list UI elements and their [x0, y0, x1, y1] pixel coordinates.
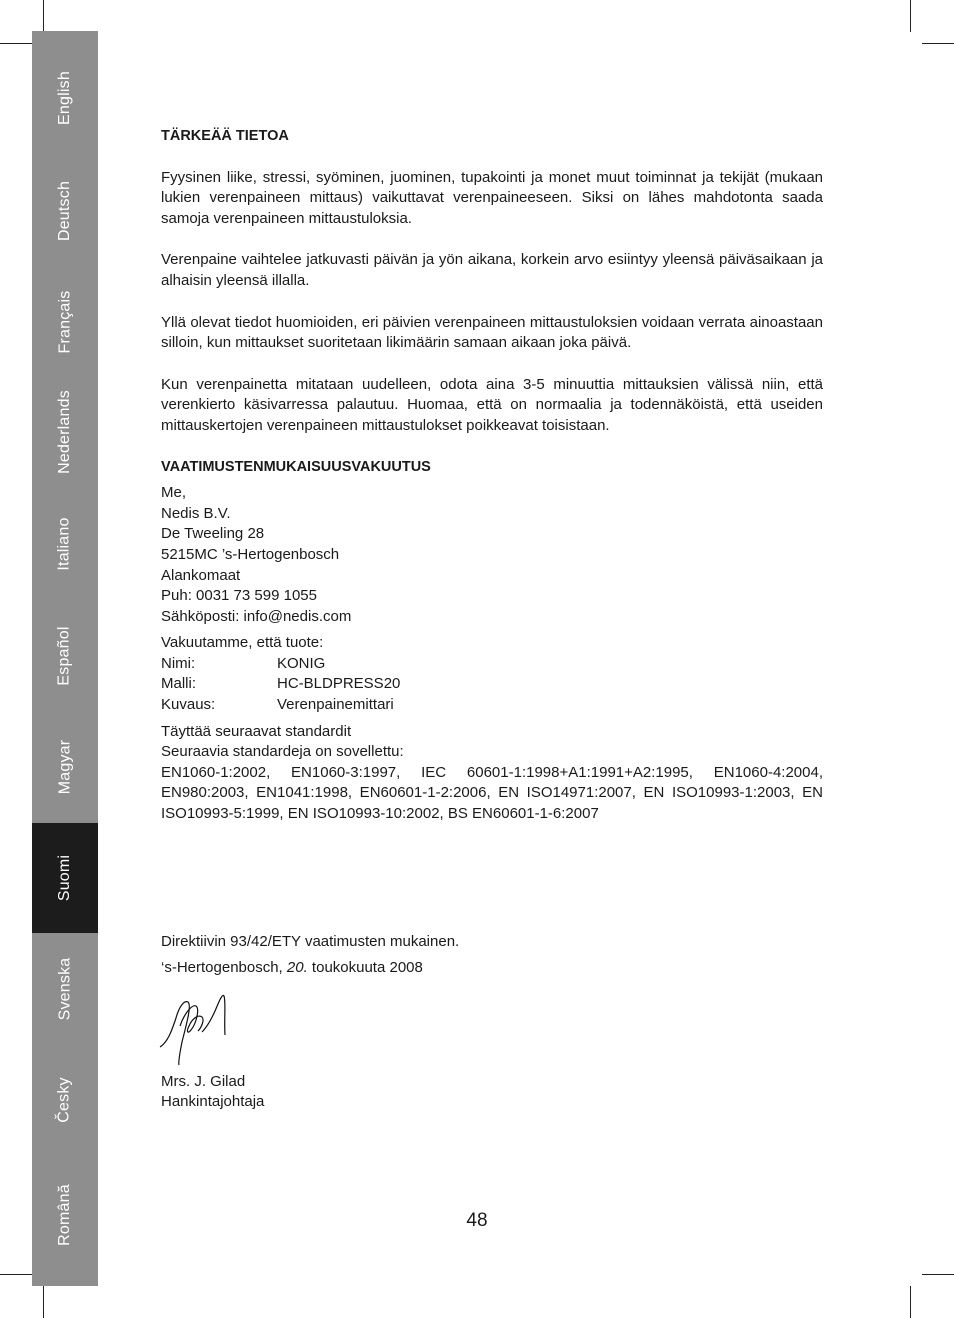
address-block [161, 483, 823, 627]
crop-mark [910, 0, 911, 32]
signer-title: Hankintajohtaja [161, 1093, 265, 1111]
product-row [161, 695, 823, 716]
tab-magyar[interactable] [32, 712, 98, 822]
declare-line: Vakuutamme, että tuote: [161, 634, 324, 652]
tab-italiano[interactable] [32, 489, 98, 599]
tab-cesky[interactable] [32, 1045, 98, 1155]
standards-applied: Seuraavia standardeja on sovellettu: [161, 743, 404, 761]
standards-intro: Täyttää seuraavat standardit [161, 722, 352, 740]
page-number: 48 [466, 1210, 488, 1231]
address-line: Me, [161, 484, 187, 502]
product-value: KONIG [277, 654, 326, 672]
section-heading-important-info: TÄRKEÄÄ TIETOA [161, 128, 289, 144]
language-sidebar [32, 31, 98, 1286]
address-line: Sähköposti: info@nedis.com [161, 607, 352, 625]
page-content [161, 126, 823, 1113]
crop-mark [922, 1274, 954, 1275]
product-row [161, 654, 823, 675]
product-block [161, 633, 823, 715]
product-row [161, 674, 823, 695]
signer-block [161, 1072, 823, 1113]
tab-english[interactable] [32, 43, 98, 153]
address-line: 5215MC ’s-Hertogenbosch [161, 545, 340, 563]
paragraph: Yllä olevat tiedot huomioiden, eri päivien verenpaineen mittaustuloksien voidaan verrata ainoastaan silloin, kun mittaukset suoritetaan likimäärin samaan aikaan joka päivä. [161, 313, 823, 352]
product-value: HC-BLDPRESS20 [277, 675, 401, 693]
product-value: Verenpainemittari [277, 696, 394, 714]
tab-label: Español [55, 626, 73, 686]
paragraph: Kun verenpainetta mitataan uudelleen, odota aina 3-5 minuuttia mittauksien välissä niin, että verenkierto käsivarressa palautuu. Huomaa, että on normaalia ja todennäköistä, että useiden mittauskertojen verenpaineen mittaustulokset poikkeavat toisistaan. [161, 375, 823, 434]
address-line: Nedis B.V. [161, 504, 231, 522]
date-month-year: toukokuuta 2008 [307, 959, 423, 977]
address-line: De Tweeling 28 [161, 525, 265, 543]
tab-suomi[interactable] [32, 823, 98, 933]
tab-nederlands[interactable] [32, 377, 98, 487]
tab-label: Nederlands [56, 390, 74, 474]
tab-deutsch[interactable] [32, 156, 98, 266]
crop-mark [910, 1286, 911, 1318]
crop-mark [0, 1274, 32, 1275]
standards-list: EN1060-1:2002, EN1060-3:1997, IEC 60601-1:1998+A1:1991+A2:1995, EN1060-4:2004, EN980:2003, EN1041:1998, EN60601-1-2:2006, EN ISO14971:2007, EN ISO10993-1:2003, EN ISO10993-5:1999, EN ISO10993-10:2002, BS EN60601-1-6:2007 [161, 763, 823, 823]
tab-label: Česky [55, 1077, 73, 1123]
standards-block [161, 722, 823, 825]
tab-label: Svenska [56, 957, 73, 1021]
section-heading-declaration: VAATIMUSTENMUKAISUUSVAKUUTUS [161, 458, 431, 475]
tab-label: Magyar [56, 739, 73, 795]
signer-name: Mrs. J. Gilad [161, 1072, 246, 1090]
product-key: Malli: [161, 675, 197, 693]
tab-label: English [55, 71, 73, 125]
address-line: Puh: 0031 73 599 1055 [161, 587, 317, 605]
product-key: Kuvaus: [161, 696, 216, 714]
product-key: Nimi: [161, 654, 196, 672]
crop-mark [0, 43, 32, 44]
tab-label: Suomi [55, 854, 73, 902]
crop-mark [922, 43, 954, 44]
tab-label: Italiano [55, 517, 73, 571]
date-day: 20. [286, 959, 308, 977]
address-line: Alankomaat [161, 566, 241, 584]
crop-mark [43, 1286, 44, 1318]
tab-espanol[interactable] [32, 601, 98, 711]
crop-mark [43, 0, 44, 32]
date-place: ‘s-Hertogenbosch, [161, 959, 287, 977]
tab-label: Română [56, 1184, 73, 1246]
signature-image [158, 990, 238, 1070]
date-line [161, 958, 823, 979]
paragraph: Verenpaine vaihtelee jatkuvasti päivän ja yön aikana, korkein arvo esiintyy yleensä päiväsaikaan ja alhaisin yleensä illalla. [161, 251, 823, 289]
tab-francais[interactable] [32, 267, 98, 377]
tab-label: Français [55, 290, 73, 354]
tab-svenska[interactable] [32, 934, 98, 1044]
directive-line: Direktiivin 93/42/ETY vaatimusten mukainen. [161, 932, 460, 950]
tab-label: Deutsch [55, 180, 73, 242]
paragraph: Fyysinen liike, stressi, syöminen, juominen, tupakointi ja monet muut toiminnat ja tekijät (mukaan lukien verenpaineen mittaus) vaikuttavat verenpaineeseen. Siksi on lähes mahdotonta saada samoja verenpaineen mittaustuloksia. [161, 168, 823, 227]
